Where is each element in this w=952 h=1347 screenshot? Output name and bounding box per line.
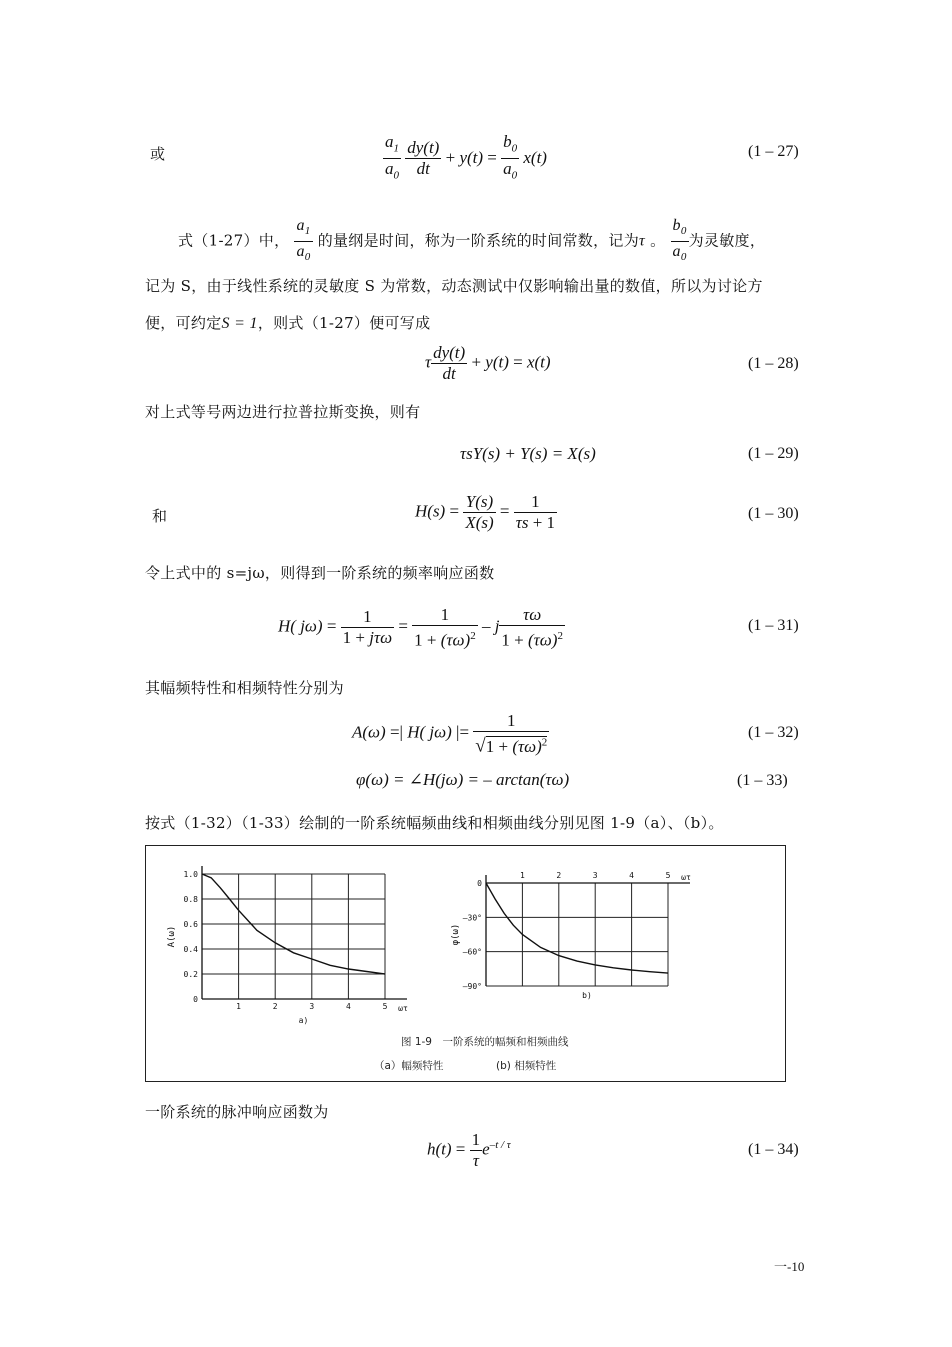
x-tick-label: 1 xyxy=(236,1002,242,1011)
y-tick-label: 0.4 xyxy=(183,945,198,954)
y-tick-label: 0 xyxy=(477,879,482,888)
p1-pre: 式（1-27）中， xyxy=(178,231,290,250)
amplitude-plot xyxy=(167,866,408,1025)
response-curve xyxy=(486,883,668,973)
figure-caption: 图 1-9 一阶系统的幅频和相频曲线 xyxy=(401,1036,569,1048)
y-axis-label: A(ω) xyxy=(167,925,177,948)
y-axis-label: φ(ω) xyxy=(451,923,461,946)
eqno-1-31: (1 – 31) xyxy=(748,617,799,634)
eqno-1-28: (1 – 28) xyxy=(748,355,799,372)
y-tick-label: –30° xyxy=(462,913,482,923)
paragraph-1-line-1: 式（1-27）中， $\frac{a_1}{a_0}$ 的量纲是时间，称为一阶系统的时间常数，记为τ 。 $\frac{b_0}{a_0}$ 为灵敏度， xyxy=(178,217,766,264)
paragraph-impulse: 一阶系统的脉冲响应函数为 xyxy=(145,1103,329,1121)
eqno-1-34: (1 – 34) xyxy=(748,1141,799,1158)
paragraph-1-line-2: 记为 S，由于线性系统的灵敏度 S 为常数，动态测试中仅影响输出量的数值，所以为讨论方 xyxy=(145,277,763,295)
figure-1-9 xyxy=(145,845,786,1082)
equation-1-28: τ $\frac{dy(t)}{dt}$ + y(t) = x(t) xyxy=(425,343,551,383)
panel-label: a) xyxy=(298,1016,309,1025)
and-label: 和 xyxy=(152,507,168,525)
x-axis-label: ωτ xyxy=(681,873,691,882)
x-tick-label: 4 xyxy=(345,1002,351,1011)
x-tick-label: 2 xyxy=(556,871,562,880)
equation-1-29: τsY(s) + Y(s) = X(s) xyxy=(460,444,596,463)
x-tick-label: 2 xyxy=(272,1002,278,1011)
x-axis-label: ωτ xyxy=(398,1004,408,1013)
y-tick-label: –90° xyxy=(462,982,482,991)
figure-subcaption-b: (b) 相频特性 xyxy=(496,1060,557,1072)
paragraph-amp-phase: 其幅频特性和相频特性分别为 xyxy=(145,679,344,697)
equation-1-30: H(s) = $\frac{Y(s)}{X(s)}$ = $\frac{1}{\tau s + 1}$ xyxy=(415,492,556,532)
panel-label: b) xyxy=(582,991,592,1000)
page-number: 一-10 xyxy=(774,1259,805,1274)
equation-1-33: φ(ω) = ∠H(jω) = – arctan(τω) xyxy=(356,770,570,789)
x-tick-label: 4 xyxy=(629,871,635,880)
equation-1-32: A(ω) =| H( jω) |= $\frac{1}{√1 + (\tau\omega)^2}$ xyxy=(352,711,548,757)
y-tick-label: 0.6 xyxy=(183,920,198,929)
eqno-1-29: (1 – 29) xyxy=(748,445,799,462)
p3-post: ，则式（1-27）便可写成 xyxy=(257,314,431,332)
or-label: 或 xyxy=(150,145,166,163)
y-tick-label: 0 xyxy=(193,995,198,1004)
eqno-1-32: (1 – 32) xyxy=(748,724,799,741)
x-tick-label: 5 xyxy=(665,871,671,880)
eqno-1-30: (1 – 30) xyxy=(748,505,799,522)
x-tick-label: 3 xyxy=(309,1002,315,1011)
paragraph-laplace: 对上式等号两边进行拉普拉斯变换，则有 xyxy=(145,403,421,421)
x-tick-label: 5 xyxy=(382,1002,388,1011)
equation-1-34: h(t) = $\frac{1}{\tau}$ $e^{-t / \tau}$ xyxy=(427,1130,511,1170)
y-tick-label: 1.0 xyxy=(183,870,198,879)
eqno-1-33: (1 – 33) xyxy=(737,772,788,789)
p1-sep: 。 xyxy=(650,231,666,250)
phase-plot xyxy=(451,871,691,1000)
equation-1-27: $\frac{a_1}{a_0}$ $\frac{dy(t)}{dt}$ + y(t) = $\frac{b_0}{a_0}$ x(t) xyxy=(385,132,547,182)
y-tick-label: 0.8 xyxy=(183,895,198,904)
paragraph-figure-ref: 按式（1-32）（1-33）绘制的一阶系统幅频曲线和相频曲线分别见图 1-9（a）、（b）。 xyxy=(145,814,724,832)
paragraph-jw: 令上式中的 s=jω，则得到一阶系统的频率响应函数 xyxy=(145,564,495,582)
x-tick-label: 3 xyxy=(592,871,598,880)
eqno-1-27: (1 – 27) xyxy=(748,143,799,160)
p3-eq: S = 1 xyxy=(221,315,258,332)
figure-subcaption-a: （a）幅频特性 xyxy=(374,1060,444,1072)
y-tick-label: –60° xyxy=(462,947,482,957)
y-tick-label: 0.2 xyxy=(183,970,198,979)
p3-pre: 便，可约定 xyxy=(145,314,222,332)
equation-1-31: H( jω) = $\frac{1}{\text{1 + jτω}}$ = $\frac{1}{1 + (\tau\omega)^2}$ – j $\frac{\tau\omega}{1 + (\tau\omega)^2}$ xyxy=(278,605,563,650)
p1-end: 为灵敏度， xyxy=(688,231,766,250)
p1-tau: τ xyxy=(639,232,646,250)
x-tick-label: 1 xyxy=(519,871,525,880)
paragraph-1-line-3 xyxy=(145,312,430,333)
p1-mid: 的量纲是时间，称为一阶系统的时间常数，记为 xyxy=(317,231,639,250)
